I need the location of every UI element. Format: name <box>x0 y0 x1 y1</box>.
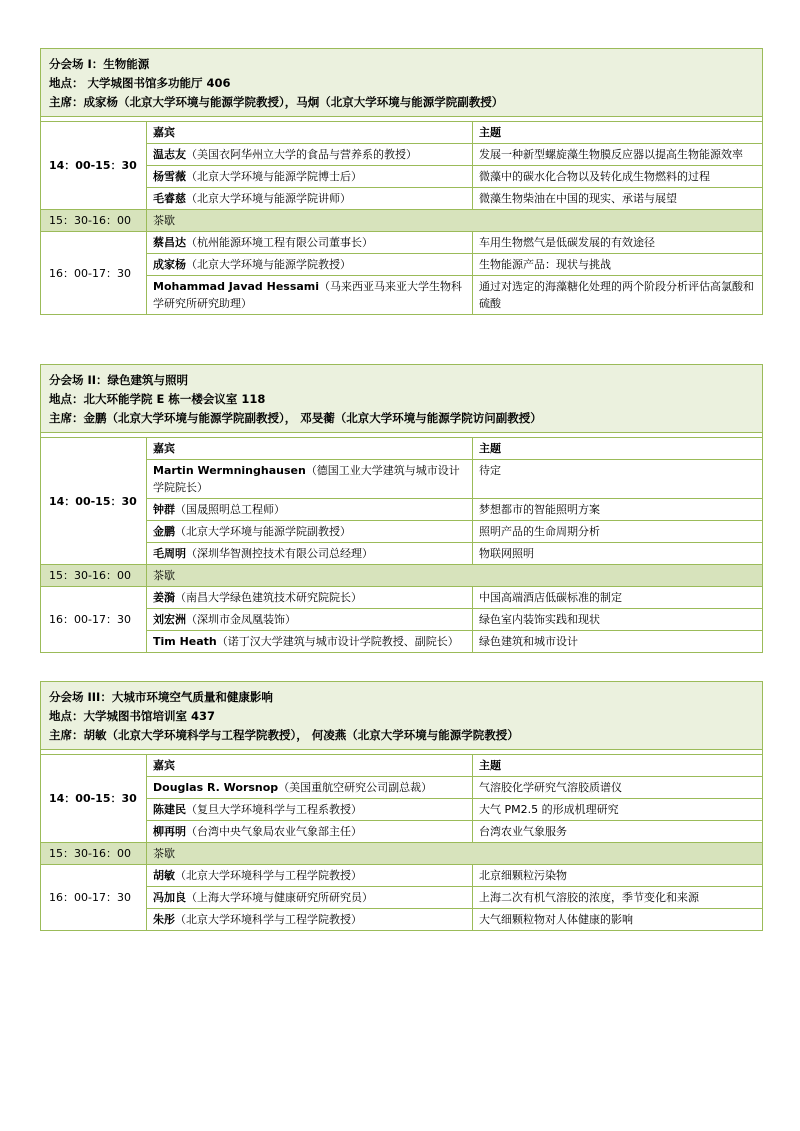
table-row <box>41 587 763 609</box>
topic-cell: 台湾农业气象服务 <box>473 821 763 843</box>
speaker-affiliation: （北京大学环境与能源学院副教授） <box>175 525 351 538</box>
topic-cell: 微藻中的碳水化合物以及转化成生物燃料的过程 <box>473 166 763 188</box>
break-label: 茶歇 <box>147 210 763 232</box>
speaker-affiliation: （北京大学环境科学与工程学院教授） <box>175 869 362 882</box>
speaker-column-header: 嘉宾 <box>147 438 473 460</box>
time-slot-2: 16：00-17：30 <box>41 587 147 653</box>
speaker-cell <box>147 499 473 521</box>
speaker-name: 胡敏 <box>153 869 175 882</box>
speaker-cell <box>147 887 473 909</box>
table-row <box>41 777 763 799</box>
speaker-name: Douglas R. Worsnop <box>153 781 279 794</box>
topic-column-header: 主题 <box>473 122 763 144</box>
speaker-cell <box>147 521 473 543</box>
speaker-name: 蔡昌达 <box>153 236 186 249</box>
table-row <box>41 909 763 931</box>
break-row <box>41 843 763 865</box>
speaker-name: 柳再明 <box>153 825 186 838</box>
topic-cell: 北京细颗粒污染物 <box>473 865 763 887</box>
speaker-cell <box>147 232 473 254</box>
table-header-row <box>41 755 763 777</box>
topic-cell: 气溶胶化学研究气溶胶质谱仪 <box>473 777 763 799</box>
speaker-affiliation: （北京大学环境与能源学院讲师） <box>186 192 351 205</box>
speaker-affiliation: （美国重航空研究公司副总裁） <box>278 781 433 794</box>
break-row <box>41 210 763 232</box>
speaker-name: 刘宏洲 <box>153 613 186 626</box>
speaker-name: 金鹏 <box>153 525 175 538</box>
speaker-affiliation: （马来西亚马来亚大学生物科学研究所研究助理） <box>153 280 463 310</box>
speaker-cell <box>147 777 473 799</box>
session-title: 分会场 II：绿色建筑与照明 <box>49 373 189 387</box>
table-row <box>41 631 763 653</box>
session-table <box>40 364 763 653</box>
speaker-affiliation: （国晟照明总工程师） <box>175 503 285 516</box>
topic-cell: 绿色室内装饰实践和现状 <box>473 609 763 631</box>
speaker-name: 钟群 <box>153 503 175 516</box>
speaker-name: Mohammad Javad Hessami <box>153 280 320 293</box>
break-time: 15：30-16：00 <box>41 843 147 865</box>
session-location: 地点： 大学城图书馆多功能厅 406 <box>49 76 231 90</box>
table-row <box>41 865 763 887</box>
table-row <box>41 821 763 843</box>
session-table <box>40 48 763 315</box>
speaker-affiliation: （深圳市金凤凰装饰） <box>186 613 296 626</box>
session-header <box>41 49 763 117</box>
speaker-affiliation: （北京大学环境与能源学院博士后） <box>186 170 362 183</box>
speaker-cell <box>147 909 473 931</box>
speaker-cell <box>147 188 473 210</box>
speaker-name: 陈建民 <box>153 803 186 816</box>
topic-column-header: 主题 <box>473 438 763 460</box>
speaker-cell <box>147 166 473 188</box>
speaker-cell <box>147 144 473 166</box>
speaker-affiliation: （北京大学环境与能源学院教授） <box>186 258 351 271</box>
speaker-affiliation: （台湾中央气象局农业气象部主任） <box>186 825 362 838</box>
table-row <box>41 188 763 210</box>
session-1 <box>40 48 762 315</box>
table-row <box>41 499 763 521</box>
table-row <box>41 254 763 276</box>
table-header-row <box>41 438 763 460</box>
speaker-affiliation: （诺丁汉大学建筑与城市设计学院教授、副院长） <box>216 635 459 648</box>
speaker-affiliation: （南昌大学绿色建筑技术研究院院长） <box>175 591 362 604</box>
topic-cell: 通过对选定的海藻糖化处理的两个阶段分析评估高氯酸和硫酸 <box>473 276 763 315</box>
table-row <box>41 543 763 565</box>
topic-cell: 大气细颗粒物对人体健康的影响 <box>473 909 763 931</box>
session-header <box>41 682 763 750</box>
topic-cell: 绿色建筑和城市设计 <box>473 631 763 653</box>
table-row <box>41 887 763 909</box>
speaker-name: 杨雪薇 <box>153 170 186 183</box>
break-label: 茶歇 <box>147 843 763 865</box>
table-row <box>41 144 763 166</box>
speaker-cell <box>147 587 473 609</box>
session-header <box>41 365 763 433</box>
speaker-name: 冯加良 <box>153 891 186 904</box>
topic-cell: 物联网照明 <box>473 543 763 565</box>
topic-column-header: 主题 <box>473 755 763 777</box>
session-title: 分会场 I：生物能源 <box>49 57 150 71</box>
time-slot-2: 16：00-17：30 <box>41 865 147 931</box>
speaker-name: Tim Heath <box>153 635 217 648</box>
speaker-cell <box>147 799 473 821</box>
speaker-affiliation: （杭州能源环境工程有限公司董事长） <box>186 236 373 249</box>
session-title: 分会场 III：大城市环境空气质量和健康影响 <box>49 690 273 704</box>
session-2 <box>40 364 762 653</box>
speaker-affiliation: （上海大学环境与健康研究所研究员） <box>186 891 373 904</box>
table-row <box>41 166 763 188</box>
topic-cell: 上海二次有机气溶胶的浓度，季节变化和来源 <box>473 887 763 909</box>
speaker-name: 毛周明 <box>153 547 186 560</box>
table-row <box>41 276 763 315</box>
speaker-affiliation: （深圳华智测控技术有限公司总经理） <box>186 547 373 560</box>
table-row <box>41 799 763 821</box>
break-label: 茶歇 <box>147 565 763 587</box>
session-3 <box>40 681 762 931</box>
table-row <box>41 609 763 631</box>
speaker-affiliation: （美国衣阿华州立大学的食品与营养系的教授） <box>186 148 417 161</box>
speaker-name: 温志友 <box>153 148 186 161</box>
session-table <box>40 681 763 931</box>
speaker-cell <box>147 543 473 565</box>
table-row <box>41 521 763 543</box>
topic-cell: 照明产品的生命周期分析 <box>473 521 763 543</box>
speaker-name: 毛睿慈 <box>153 192 186 205</box>
session-location: 地点：大学城图书馆培训室 437 <box>49 709 216 723</box>
break-row <box>41 565 763 587</box>
session-chairs: 主席：成家杨（北京大学环境与能源学院教授），马炯（北京大学环境与能源学院副教授） <box>49 95 504 109</box>
speaker-column-header: 嘉宾 <box>147 755 473 777</box>
topic-cell: 微藻生物柴油在中国的现实、承诺与展望 <box>473 188 763 210</box>
break-time: 15：30-16：00 <box>41 565 147 587</box>
speaker-cell <box>147 821 473 843</box>
topic-cell: 待定 <box>473 460 763 499</box>
topic-cell: 中国高端酒店低碳标准的制定 <box>473 587 763 609</box>
break-time: 15：30-16：00 <box>41 210 147 232</box>
speaker-cell <box>147 865 473 887</box>
session-chairs: 主席：金鹏（北京大学环境与能源学院副教授）， 邓旻蘅（北京大学环境与能源学院访问副教授） <box>49 411 542 425</box>
topic-cell: 发展一种新型螺旋藻生物膜反应器以提高生物能源效率 <box>473 144 763 166</box>
speaker-affiliation: （复旦大学环境科学与工程系教授） <box>186 803 362 816</box>
time-slot-1: 14：00-15：30 <box>41 755 147 843</box>
speaker-name: 成家杨 <box>153 258 186 271</box>
topic-cell: 大气 PM2.5 的形成机理研究 <box>473 799 763 821</box>
table-row <box>41 232 763 254</box>
speaker-affiliation: （北京大学环境科学与工程学院教授） <box>175 913 362 926</box>
table-header-row <box>41 122 763 144</box>
session-chairs: 主席：胡敏（北京大学环境科学与工程学院教授）， 何凌燕（北京大学环境与能源学院教授） <box>49 728 519 742</box>
session-location: 地点：北大环能学院 E 栋一楼会议室 118 <box>49 392 266 406</box>
topic-cell: 生物能源产品：现状与挑战 <box>473 254 763 276</box>
table-row <box>41 460 763 499</box>
time-slot-1: 14：00-15：30 <box>41 122 147 210</box>
speaker-cell <box>147 254 473 276</box>
speaker-affiliation: （德国工业大学建筑与城市设计学院院长） <box>153 464 460 494</box>
speaker-column-header: 嘉宾 <box>147 122 473 144</box>
speaker-name: 姜漪 <box>153 591 175 604</box>
time-slot-2: 16：00-17：30 <box>41 232 147 315</box>
speaker-name: Martin Wermninghausen <box>153 464 306 477</box>
time-slot-1: 14：00-15：30 <box>41 438 147 565</box>
speaker-cell <box>147 276 473 315</box>
speaker-cell <box>147 609 473 631</box>
topic-cell: 梦想都市的智能照明方案 <box>473 499 763 521</box>
speaker-cell <box>147 631 473 653</box>
topic-cell: 车用生物燃气是低碳发展的有效途径 <box>473 232 763 254</box>
speaker-cell <box>147 460 473 499</box>
speaker-name: 朱彤 <box>153 913 175 926</box>
